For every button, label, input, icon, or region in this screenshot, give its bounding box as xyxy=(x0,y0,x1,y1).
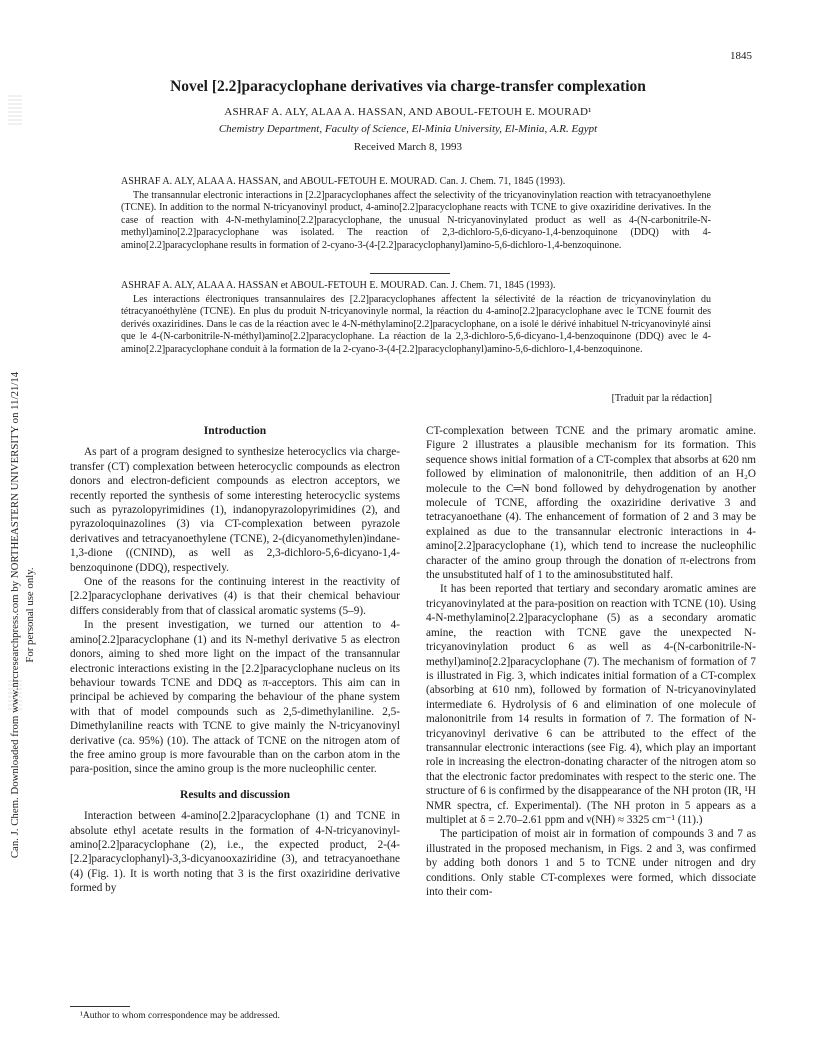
paragraph: As part of a program designed to synthesize heterocyclics via charge-transfer (CT) complexation between heterocyclic compounds as electron donors and electron-deficient compounds as electron acceptors, we recently reported the synthesis of some interesting heterocyclic systems such as pyrazolopyrimidines (1), indanopyrazolopyrimidines (2), and pyrazoloquinazolines (3) via CT-complexation between pyrazole derivatives and tetracyanoethylene (TCNE), 2-(dicyanomethylen)indane-1,3-dione ((CNIND), as well as 2,3-dichloro-5,6-dicyano-1,4-benzoquinone (DDQ), respectively. xyxy=(70,446,400,574)
abstract-english xyxy=(121,176,711,253)
paragraph: One of the reasons for the continuing interest in the reactivity of [2.2]paracyclophane derivatives (4) is that their chemical behaviour differs considerably from that of classical aromatic systems (5–9). xyxy=(70,576,400,617)
left-column xyxy=(70,424,400,896)
author-list: ASHRAF A. ALY, ALAA A. HASSAN, AND ABOUL-FETOUH E. MOURAD¹ xyxy=(224,106,592,118)
paper-title: Novel [2.2]paracyclophane derivatives via charge-transfer complexation xyxy=(170,78,646,95)
footnote: ¹Author to whom correspondence may be addressed. xyxy=(80,1011,280,1021)
download-watermark-line: Can. J. Chem. Downloaded from www.nrcresearchpress.com by NORTHEASTERN UNIVERSITY on 11/21/14 xyxy=(9,371,21,859)
section-heading-introduction: Introduction xyxy=(203,425,267,437)
margin-stamp-graphic xyxy=(8,95,22,125)
paragraph: It has been reported that tertiary and secondary aromatic amines are tricyanovinylated at the para-position on reaction with TCNE (10). Using 4-N-methylamino[2.2]paracyclophane (5) as a secondary aromatic amine, the reaction with TCNE gave the unexpected N-tricyanovinylation product 6 as well as 4-(N-carbonitrile-N-methyl)amino[2.2]paracyclophane (7). The mechanism of formation of 7 is illustrated in Fig. 3, which indicates initial formation of a CT-complex (absorbing at 610 nm), followed by formation of N-tricyanovinylated intermediate 6. Hydrolysis of 6 and elimination of one molecule of malononitrile from 14 results in formation of 7. The formation of N-tricyanovinyl derivative 6 can be attributed to the effect of the transannular electronic interactions (see Fig. 4), which play an important role in increasing the electron-donating character of the nitrogen atom so that the electronic factor predominates with respect to the steric one. The structure of 6 is confirmed by the disappearance of the NH proton (IR, ¹H NMR spectra, cf. Experimental). (The NH proton in 5 appears as a multiplet at δ = 2.70–2.61 ppm and ν(NH) ≈ 3325 cm⁻¹ (11).) xyxy=(426,583,756,826)
affiliation: Chemistry Department, Faculty of Science, El-Minia University, El-Minia, A.R. Egypt xyxy=(218,123,598,135)
paragraph: The participation of moist air in formation of compounds 3 and 7 as illustrated in the proposed mechanism, in Figs. 2 and 3, was confirmed by adding both donors 1 and 5 to TCNE under nitrogen and dry conditions. Only stable CT-complexes were formed, which dissociate into their com- xyxy=(426,828,756,898)
download-watermark-line: For personal use only. xyxy=(24,567,36,663)
abstract-divider xyxy=(370,273,450,274)
paragraph: In the present investigation, we turned our attention to 4-amino[2.2]paracyclophane (1) and its N-methyl derivative 5 as electron donors, aiming to shed more light on the impact of the transannular electronic interactions existing in the [2.2]paracyclophane nucleus on its behaviour towards TCNE and DDQ as π-acceptors. This aim can in principal be achieved by comparing the behaviour of the phane system with that of model compounds such as 2,5-dimethylaniline. 2,5-Dimethylaniline reacts with TCNE to give mainly the N-tricyanovinyl derivative (ca. 95%) (10). The attack of TCNE on the nitrogen atom of the free amino group is more favourable than on the carbon atom in the para-position, since the amino group is the more nucleophilic center. xyxy=(70,619,400,776)
section-heading-results: Results and discussion xyxy=(180,788,290,801)
page-number: 1845 xyxy=(730,50,752,62)
abstract-citation: ASHRAF A. ALY, ALAA A. HASSAN, and ABOUL-FETOUH E. MOURAD. Can. J. Chem. 71, 1845 (1993). xyxy=(121,176,566,187)
paragraph: CT-complexation between TCNE and the primary aromatic amine. Figure 2 illustrates a plausible mechanism for its formation. This sequence shows initial formation of a CT-complex that absorbs at 620 nm followed by elimination of malononitrile, then addition of an H₂O molecule to the C═N bond followed by dehydrogenation by another molecule of TCNE, affording the oxaziridine derivative 3 and tetracyanoethane (4). The enhancement of formation of 2 and 3 may be explained as due to the transannular electronic interactions in 4-amino[2.2]paracyclophane (1), which tend to increase the nucleophilic character of the amino group through the donation of π-electrons from the unsubstituted half of 1 to the aminosubstituted half. xyxy=(426,425,756,582)
received-date: Received March 8, 1993 xyxy=(353,141,463,153)
abstract-text-fr: Les interactions électroniques transannulaires des [2.2]paracyclophanes affectent la sélectivité de la réaction de tricyanovinylation du tétracyanoéthylène (TCNE). En plus du produit N-tricyanovinyle normal, la réaction du 4-amino[2.2]paracyclophane avec le TCNE fournit des derivés oxaziridines. Dans le cas de la réaction avec le 4-N-méthylamino[2.2]paracyclophane, on a isolé le dérivé inhabituel N-tricyanovinylé ainsi que le 4-(N-carbonitrile-N-méthyl)amino[2.2]paracyclophane. La réaction de la 2,3-dichloro-5,6-dicyano-1,4-benzoquinone (DDQ) avec le 4-amino[2.2]paracyclophane conduit à la formation de la 2-cyano-3-(4-[2.2]paracyclophanyl)amino-5,6-dichloro-1,4-benzoquinone. xyxy=(121,293,711,355)
abstract-text: The transannular electronic interactions in [2.2]paracyclophanes affect the selectivity of the tricyanovinylation reaction with tetracyanoethylene (TCNE). In addition to the normal N-tricyanovinyl product, 4-amino[2.2]paracyclophane reacts with TCNE to give oxaziridine derivatives. In the case of reaction with 4-N-methylamino[2.2]paracyclophane, the unusual N-tricyanovinylated product as well as 4-(N-carbonitrile-N-methyl)amino[2.2]paracyclophane was isolated. The reaction of 2,3-dichloro-5,6-dicyano-1,4-benzoquinone (DDQ) with 4-amino[2.2]paracyclophane results in formation of 2-cyano-3-(4-[2.2]paracyclophanyl)amino-5,6-dichloro-1,4-benzoquinone. xyxy=(121,189,711,251)
translator-note: [Traduit par la rédaction] xyxy=(611,393,712,404)
paragraph: Interaction between 4-amino[2.2]paracyclophane (1) and TCNE in absolute ethyl acetate results in the formation of 4-N-tricyanovinyl-amino[2.2]paracyclophane (2), i.e., the expected product, 2-(4-[2.2]paracyclophanyl)-3,3-dicyanooxaziridine (3), and tetracyanoethane (4) (Fig. 1). It is worth noting that 3 is the first oxaziridine derivative formed by xyxy=(70,810,400,895)
download-watermark xyxy=(8,200,42,1030)
footnote-rule xyxy=(70,1006,130,1007)
right-column xyxy=(426,424,756,899)
abstract-citation-fr: ASHRAF A. ALY, ALAA A. HASSAN et ABOUL-FETOUH E. MOURAD. Can. J. Chem. 71, 1845 (1993). xyxy=(121,280,556,291)
abstract-french xyxy=(121,280,711,357)
